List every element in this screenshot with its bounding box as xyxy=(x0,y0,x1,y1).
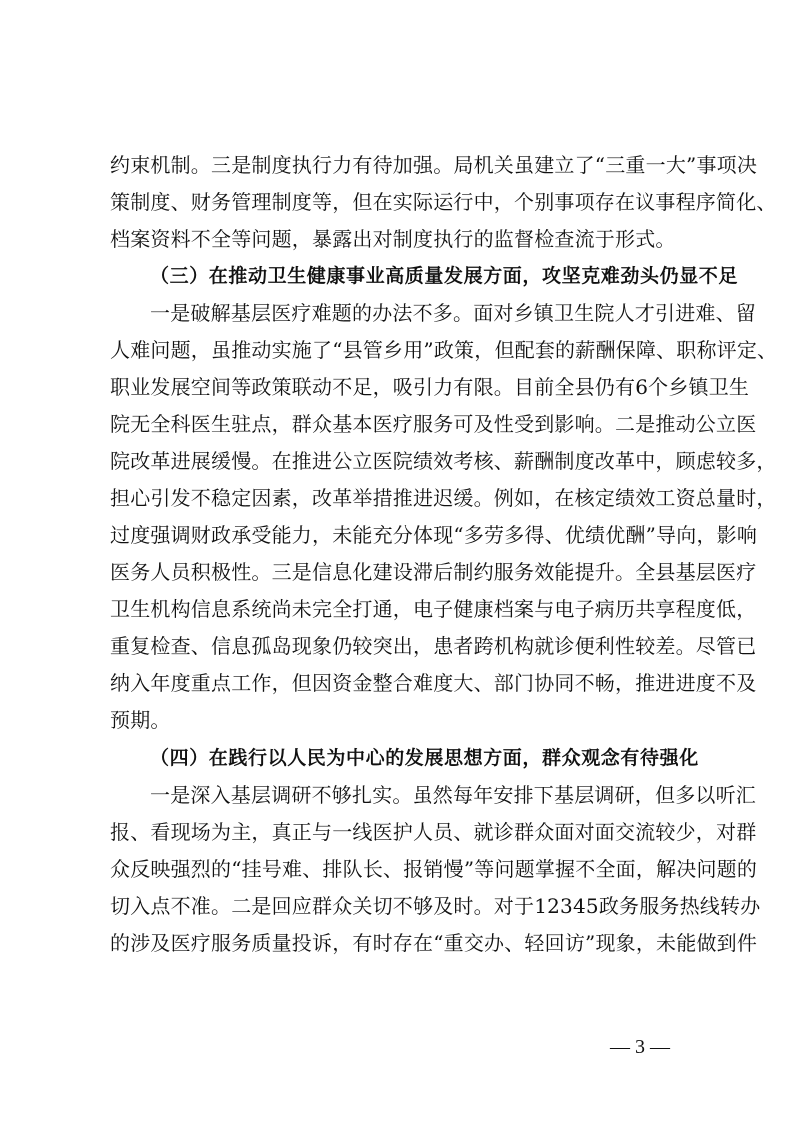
body-text-line: 切入点不准。二是回应群众关切不够及时。对于12345政务服务热线转办 xyxy=(110,894,761,918)
body-text-line: 报、看现场为主，真正与一线医护人员、就诊群众面对面交流较少，对群 xyxy=(110,820,757,844)
body-text-line: 人难问题，虽推动实施了“县管乡用”政策，但配套的薪酬保障、职称评定、 xyxy=(110,338,778,362)
body-text-line: 院改革进展缓慢。在推进公立医院绩效考核、薪酬制度改革中，顾虑较多， xyxy=(110,449,777,473)
body-text-line: 的涉及医疗服务质量投诉，有时存在“重交办、轻回访”现象，未能做到件 xyxy=(110,931,758,955)
body-text-line: 众反映强烈的“挂号难、排队长、报销慢”等问题掌握不全面，解决问题的 xyxy=(110,857,758,881)
paragraph-first-line: 一是破解基层医疗难题的办法不多。面对乡镇卫生院人才引进难、留 xyxy=(150,301,756,325)
body-text-line: 医务人员积极性。三是信息化建设滞后制约服务效能提升。全县基层医疗 xyxy=(110,560,757,584)
body-text-line: 院无全科医生驻点，群众基本医疗服务可及性受到影响。二是推动公立医 xyxy=(110,412,757,436)
body-text-line: 策制度、财务管理制度等，但在实际运行中，个别事项存在议事程序简化、 xyxy=(110,190,777,214)
body-text-line: 卫生机构信息系统尚未完全打通，电子健康档案与电子病历共享程度低， xyxy=(110,597,757,621)
section-heading-4: （四）在践行以人民为中心的发展思想方面，群众观念有待强化 xyxy=(150,747,699,769)
body-text-line: 担心引发不稳定因素，改革举措推进迟缓。例如，在核定绩效工资总量时， xyxy=(110,486,777,510)
body-text-line: 纳入年度重点工作，但因资金整合难度大、部门协同不畅，推进进度不及 xyxy=(110,671,757,695)
body-text-line: 职业发展空间等政策联动不足，吸引力有限。目前全县仍有6个乡镇卫生 xyxy=(110,375,750,399)
section-heading-3: （三）在推动卫生健康事业高质量发展方面，攻坚克难劲头仍显不足 xyxy=(150,265,739,287)
body-text-line: 重复检查、信息孤岛现象仍较突出，患者跨机构就诊便利性较差。尽管已 xyxy=(110,634,757,658)
paragraph-first-line: 一是深入基层调研不够扎实。虽然每年安排下基层调研，但多以听汇 xyxy=(150,783,756,807)
body-text-line: 预期。 xyxy=(110,708,171,732)
body-text-line: 约束机制。三是制度执行力有待加强。局机关虽建立了“三重一大”事项决 xyxy=(110,153,758,177)
body-text-line: 档案资料不全等问题，暴露出对制度执行的监督检查流于形式。 xyxy=(110,227,676,251)
body-text-line: 过度强调财政承受能力，未能充分体现“多劳多得、优绩优酬”导向，影响 xyxy=(110,523,758,547)
page-number: — 3 — xyxy=(610,1036,670,1058)
